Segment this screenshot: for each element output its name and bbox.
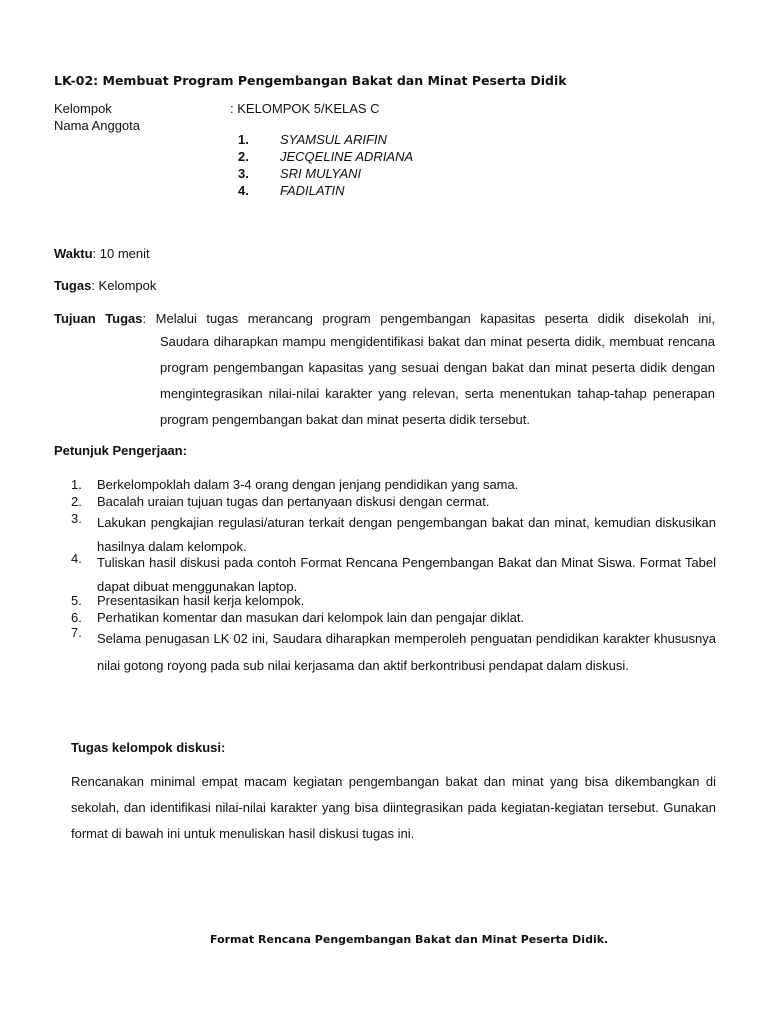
member-number: 1. — [238, 132, 249, 147]
step-text: Lakukan pengkajian regulasi/aturan terkait dengan pengembangan bakat dan minat, kemudian diskusikan hasilnya dalam kelompok. — [97, 515, 716, 554]
waktu-line — [54, 246, 150, 261]
diskusi-heading: Tugas kelompok diskusi: — [71, 740, 226, 755]
member-name: SYAMSUL ARIFIN — [280, 132, 387, 147]
member-number: 2. — [238, 149, 249, 164]
step-number: 6. — [71, 610, 82, 625]
member-number: 3. — [238, 166, 249, 181]
kelompok-value: : KELOMPOK 5/KELAS C — [230, 101, 380, 116]
member-number: 4. — [238, 183, 249, 198]
tugas-line — [54, 278, 156, 293]
kelompok-label: Kelompok — [54, 101, 112, 116]
waktu-value: : 10 menit — [92, 246, 150, 261]
step-number: 3. — [71, 511, 82, 526]
step-number: 1. — [71, 477, 82, 492]
diskusi-body: Rencanakan minimal empat macam kegiatan pengembangan bakat dan minat yang bisa dikembangkan di sekolah, dan identifikasi nilai-nilai karakter yang bisa diintegrasikan pada kegiatan-kegiatan tersebut. Gunakan format di bawah ini untuk menuliskan hasil diskusi tugas ini. — [71, 774, 716, 841]
tugas-value: : Kelompok — [91, 278, 157, 293]
member-name: JECQELINE ADRIANA — [280, 149, 414, 164]
tujuan-label: Tujuan Tugas — [54, 311, 143, 326]
step-number: 2. — [71, 494, 82, 509]
format-title: Format Rencana Pengembangan Bakat dan Minat Peserta Didik. — [210, 933, 609, 946]
tujuan-first-line — [54, 311, 715, 326]
step-number: 7. — [71, 625, 82, 640]
petunjuk-heading: Petunjuk Pengerjaan: — [54, 443, 187, 458]
waktu-label: Waktu — [54, 246, 93, 261]
step-text: Presentasikan hasil kerja kelompok. — [97, 593, 305, 608]
tujuan-body: Saudara diharapkan mampu mengidentifikasi bakat dan minat peserta didik, membuat rencana program pengembangan kapasitas yang sesuai dengan bakat dan minat peserta didik dengan mengintegrasikan nilai-nilai karakter yang relevan, serta menentukan tahap-tahap penerapan program pengembangan bakat dan minat peserta didik tersebut. — [160, 334, 715, 427]
nama-anggota-label: Nama Anggota — [54, 118, 141, 133]
step-text: Perhatikan komentar dan masukan dari kelompok lain dan pengajar diklat. — [97, 610, 525, 625]
tujuan-first: : Melalui tugas merancang program pengembangan kapasitas peserta didik disekolah ini, — [142, 311, 715, 326]
step-number: 4. — [71, 551, 82, 566]
step-number: 5. — [71, 593, 82, 608]
step-text: Berkelompoklah dalam 3-4 orang dengan jenjang pendidikan yang sama. — [97, 477, 519, 492]
member-name: FADILATIN — [280, 183, 345, 198]
document-title: LK-02: Membuat Program Pengembangan Bakat dan Minat Peserta Didik — [54, 73, 567, 88]
tugas-label: Tugas — [54, 278, 92, 293]
step-text: Selama penugasan LK 02 ini, Saudara diharapkan memperoleh penguatan pendidikan karakter khususnya nilai gotong royong pada sub nilai kerjasama dan aktif berkontribusi pendapat dalam diskusi. — [97, 631, 716, 673]
step-text: Bacalah uraian tujuan tugas dan pertanyaan diskusi dengan cermat. — [97, 494, 490, 509]
member-name: SRI MULYANI — [280, 166, 362, 181]
step-text: Tuliskan hasil diskusi pada contoh Format Rencana Pengembangan Bakat dan Minat Siswa. Format Tabel dapat dibuat menggunakan laptop. — [97, 555, 716, 594]
